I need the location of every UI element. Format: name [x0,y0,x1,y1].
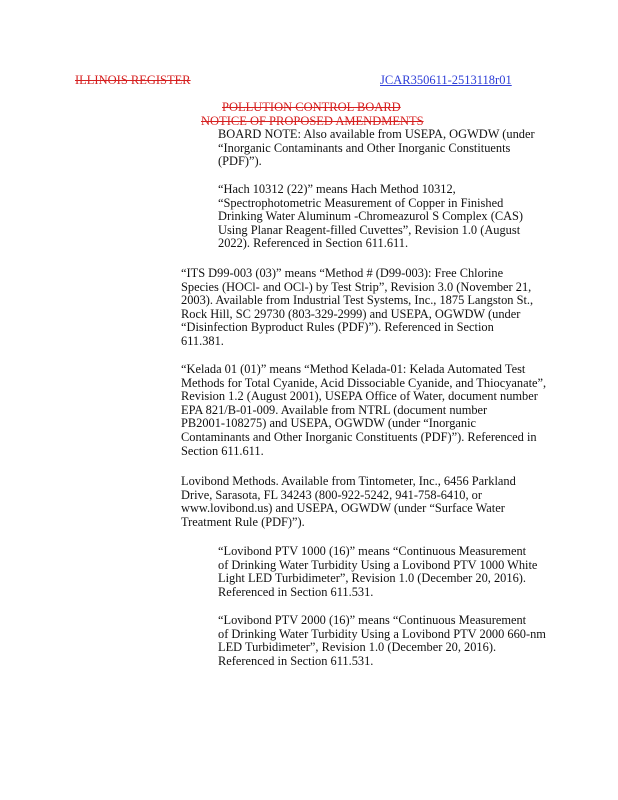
notice-title: NOTICE OF PROPOSED AMENDMENTS [201,114,424,128]
paragraph-line: “Lovibond PTV 2000 (16)” means “Continuous Measurement [218,613,527,627]
paragraph-line: Species (HOCl- and OCl-) by Test Strip”, Revision 3.0 (November 21, [181,279,532,294]
paragraph-line: “Lovibond PTV 1000 (16)” means “Continuous Measurement [218,544,527,558]
paragraph-line: “Disinfection Byproduct Rules (PDF)”). Referenced in Section [181,320,494,335]
paragraph-line: PB2001-108275) and USEPA, OGWDW (under “Inorganic [181,416,477,431]
paragraph-line: of Drinking Water Turbidity Using a Lovibond PTV 1000 White [218,557,538,572]
paragraph-line: “Inorganic Contaminants and Other Inorganic Constituents [218,140,511,155]
agency-title: POLLUTION CONTROL BOARD [222,100,401,114]
paragraph-line: Methods for Total Cyanide, Acid Dissociable Cyanide, and Thiocyanate”, [181,375,547,390]
paragraph-line: Section 611.611. [181,443,264,458]
board-note-paragraph [218,128,535,169]
paragraph-line: Referenced in Section 611.531. [218,584,374,599]
page-header-document-id: JCAR350611-2513118r01 [380,73,512,87]
paragraph-line: Drinking Water Aluminum -Chromeazurol S Complex (CAS) [218,209,524,224]
hach-10312-definition [218,183,523,251]
paragraph-line: “Kelada 01 (01)” means “Method Kelada-01: Kelada Automated Test [181,362,526,376]
paragraph-line: of Drinking Water Turbidity Using a Lovibond PTV 2000 660-nm [218,626,546,641]
paragraph-line: Drive, Sarasota, FL 34243 (800-922-5242, 941-758-6410, or [181,487,482,502]
paragraph-line: Revision 1.2 (August 2001), USEPA Office of Water, document number [181,389,538,404]
paragraph-line: Using Planar Reagent-filled Cuvettes”, Revision 1.0 (August [218,222,521,237]
kelada-01-definition [181,363,546,458]
paragraph-line: 2003). Available from Industrial Test Systems, Inc., 1875 Langston St., [181,293,534,308]
page-header-register: ILLINOIS REGISTER [75,73,191,87]
paragraph-line: (PDF)”). [218,154,262,169]
paragraph-line: Referenced in Section 611.531. [218,653,374,668]
paragraph-line: 611.381. [181,333,224,348]
paragraph-line: Rock Hill, SC 29730 (803-329-2999) and USEPA, OGWDW (under [181,306,521,321]
paragraph-line: Lovibond Methods. Available from Tintometer, Inc., 6456 Parkland [181,474,516,488]
paragraph-line: LED Turbidimeter”, Revision 1.0 (December 20, 2016). [218,640,497,655]
lovibond-methods-paragraph [181,475,516,529]
paragraph-line: “ITS D99-003 (03)” means “Method # (D99-003): Free Chlorine [181,266,504,280]
paragraph-line: Treatment Rule (PDF)”). [181,514,305,529]
lovibond-ptv-2000-definition [218,614,546,668]
paragraph-line: 2022). Referenced in Section 611.611. [218,236,409,251]
paragraph-line: www.lovibond.us) and USEPA, OGWDW (under “Surface Water [181,501,505,516]
paragraph-line: Light LED Turbidimeter”, Revision 1.0 (December 20, 2016). [218,571,526,586]
paragraph-line: BOARD NOTE: Also available from USEPA, OGWDW (under [218,127,535,141]
paragraph-line: “Spectrophotometric Measurement of Copper in Finished [218,195,504,210]
paragraph-line: “Hach 10312 (22)” means Hach Method 10312, [218,182,456,196]
its-d99-003-definition [181,267,533,349]
paragraph-line: Contaminants and Other Inorganic Constituents (PDF)”). Referenced in [181,429,537,444]
paragraph-line: EPA 821/B-01-009. Available from NTRL (document number [181,402,488,417]
lovibond-ptv-1000-definition [218,545,537,599]
